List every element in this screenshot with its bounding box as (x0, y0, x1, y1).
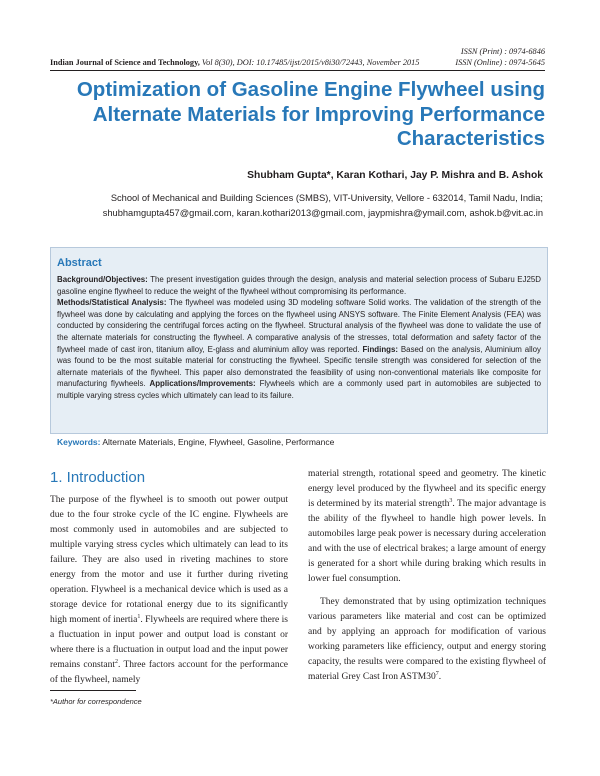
citation-ref[interactable]: 7 (435, 670, 439, 677)
journal-citation (50, 58, 419, 67)
affiliation-emails: shubhamgupta457@gmail.com, karan.kothari2013@gmail.com, jaypmishra@ymail.com, ashok.b@vit.ac.in (102, 208, 543, 218)
abstract-findings-text: Based on the analysis, Aluminium alloy was found to be the most suitable material for constructing the flywheel. Specific tensile strength was considered for selection of the alternate materials of the flywheel. This paper also demonstrated the feasibility of using non-conventional materials like composite for manufacturing flywheels. (57, 344, 541, 389)
intro-paragraph-1-cont: material strength, rotational speed and geometry. The kinetic energy level produced by the flywheel and its specific energy is determined by its material strength$^3$. The major advantage is the ability of the flywheel to handle high power levels. In automobiles large peak power is necessary during acceleration and with the use of electrical brakes; a large amount of energy is generated for a short while during braking which results in lower fuel consumption. (308, 469, 546, 584)
abstract-background-text: The present investigation guides through the design, analysis and material selection process of Subaru EJ25D gasoline engine flywheel to reduce the weight of the flywheel without compromising its performance. (57, 275, 541, 296)
footnote: *Author for correspondence (50, 697, 142, 706)
keywords-text: Alternate Materials, Engine, Flywheel, Gasoline, Performance (100, 437, 335, 447)
section-heading-introduction: 1. Introduction (50, 469, 146, 486)
author-list: Shubham Gupta*, Karan Kothari, Jay P. Mishra and B. Ashok (247, 170, 543, 181)
header-divider (50, 70, 545, 71)
abstract-methods-label: Methods/Statistical Analysis: (57, 298, 167, 308)
citation-ref[interactable]: 1 (137, 613, 141, 620)
issn-print: ISSN (Print) : 0974-6846 (460, 47, 545, 56)
issn-block (455, 47, 545, 68)
body-column-right (308, 467, 546, 685)
abstract-applications-text: Flywheels which are a commonly used part in automobiles are subjected to multiple varying stress cycles which ultimately can lead to its failure. (57, 379, 542, 400)
abstract-methods-text: The flywheel was modeled using 3D modeling software Solid works. The validation of the strength of the flywheel was done by calculating and applying the forces on the flywheel using ANSYS software. The Finite Element Analysis (FEA) was conducted by considering the centrifugal forces acting on the flywheel. Structural analysis of the flywheel was done to validate the use of the alternate materials for constructing the flywheel. A comparative analysis of the stresses, total deformation and safety factor of the flywheel made of cast iron, titanium alloy, E-glass and aluminium alloy was reported. (57, 298, 541, 354)
abstract-background-label: Background/Objectives: (57, 275, 148, 284)
keywords-label: Keywords: (57, 437, 101, 447)
intro-paragraph-1: The purpose of the flywheel is to smooth out power output due to the four stroke cycle of the IC engine. Flywheels are most commonly used in automobiles and are subjected to multiple varying stress cycles which ultimately can lead to its failure. They are also used in riveting machines to store energy from the motor and use it further during riveting operation. Flywheel is a mechanical device which is used as a storage device for rotational energy due to its significantly high moment of inertia$^1$. Flywheels are required where there is a fluctuation in input power and output load is constant or where there is a fluctuation in output load and the input power remains constant$^2$. Three factors account for the performance of the flywheel, namely (50, 495, 288, 685)
citation-ref[interactable]: 2 (115, 658, 118, 665)
affiliation (103, 191, 543, 221)
citation-ref[interactable]: 3 (449, 497, 453, 504)
abstract-applications-label: Applications/Improvements: (149, 379, 256, 389)
issn-online: ISSN (Online) : 0974-5645 (455, 57, 545, 67)
abstract-box (50, 247, 548, 434)
journal-name: Indian Journal of Science and Technology, (50, 58, 200, 67)
affiliation-institution: School of Mechanical and Building Sciences (SMBS), VIT-University, Vellore - 632014, Tamil Nadu, India; (110, 193, 543, 203)
paper-title: Optimization of Gasoline Engine Flywheel using Alternate Materials for Improving Performance Characteristics (76, 78, 545, 150)
abstract-heading: Abstract (57, 257, 102, 269)
keywords (57, 437, 334, 447)
footnote-divider (50, 690, 136, 691)
intro-paragraph-2: They demonstrated that by using optimization techniques various parameters like material and cost can be optimized and by applying an approach for modification of various working parameters like efficiency, output and energy storing capacity, the results were compared to the existing flywheel of material Grey Cast Iron $ASTM30^7$. (308, 597, 546, 682)
journal-details: Vol 8(30), DOI: 10.17485/ijst/2015/v8i30/72443, November 2015 (199, 58, 420, 67)
abstract-text (57, 274, 541, 402)
body-column-left (50, 493, 288, 688)
abstract-findings-label: Findings: (362, 344, 398, 354)
